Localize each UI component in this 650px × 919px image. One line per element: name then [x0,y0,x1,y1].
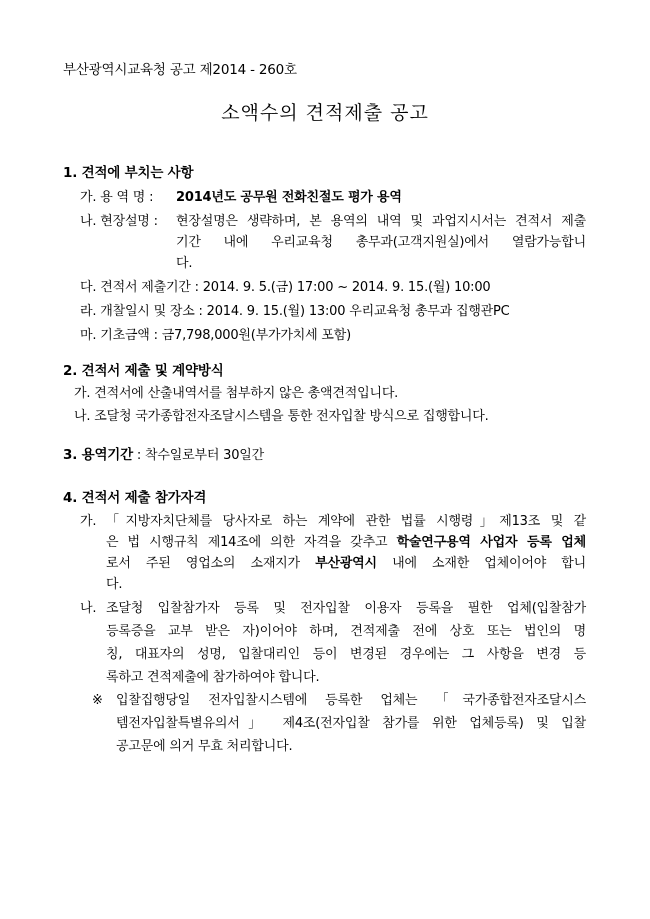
item-2-ga: 가. 견적서에 산출내역서를 첨부하지 않은 총액견적입니다. [74,386,399,401]
section-2-heading: 2. 견적서 제출 및 계약방식 [63,363,224,379]
item-4-ga-line-3 [106,555,586,573]
note-line-2: 템전자입찰특별유의서」 제4조(전자입찰 참가를 위한 업체등록) 및 입찰 [116,716,586,731]
item-1-ma: 마. 기초금액 : 금7,798,000원(부가가치세 포함) [80,328,351,343]
item-4-ga-line-2 [106,534,586,552]
item-1-na-line-3: 다. [176,256,193,271]
item-4-ga-line-2-text: 은 법 시행규칙 제14조에 의한 자격을 갖추고 [106,535,397,550]
item-4-ga-line-4: 다. [106,577,123,592]
item-4-ga-line-3-bold: 부산광역시 [315,556,377,571]
item-1-na-line-2: 기간 내에 우리교육청 총무과(고객지원실)에서 열람가능합니 [176,235,586,250]
item-1-ga-value: 2014년도 공무원 전화친절도 평가 용역 [176,190,402,205]
item-4-ga-line-1: 「지방자치단체를 당사자로 하는 계약에 관한 법률 시행령」제13조 및 같 [106,514,586,529]
item-4-na-line-2: 등록증을 교부 받은 자)이어야 하며, 견적제출 전에 상호 또는 법인의 명 [106,624,586,639]
item-4-na-line-4: 록하고 견적제출에 참가하여야 합니다. [106,670,320,685]
note-line-3: 공고문에 의거 무효 처리합니다. [116,739,293,754]
item-1-ra: 라. 개찰일시 및 장소 : 2014. 9. 15.(월) 13:00 우리교육청 총무과 집행관PC [80,304,510,319]
section-3-value: : 착수일로부터 30일간 [133,448,264,463]
item-4-ga-line-2-bold: 학술연구용역 사업자 등록 업체 [396,535,586,550]
item-4-na-marker: 나. [80,601,97,616]
item-4-ga-line-3-post: 내에 소재한 업체이어야 합니 [376,556,587,571]
section-3-line [63,446,264,465]
item-4-na-line-1: 조달청 입찰참가자 등록 및 전자입찰 이용자 등록을 필한 업체(입찰참가 [106,601,586,616]
item-4-ga-marker: 가. [80,514,97,529]
item-1-na-label: 나. 현장설명 : [80,214,158,229]
item-1-na-line-1: 현장설명은 생략하며, 본 용역의 내역 및 과업지시서는 견적서 제출 [176,214,586,229]
item-1-da: 다. 견적서 제출기간 : 2014. 9. 5.(금) 17:00 ~ 2014. 9. 15.(월) 10:00 [80,280,491,295]
item-1-ga-label: 가. 용 역 명 : [80,190,154,205]
section-4-heading: 4. 견적서 제출 참가자격 [63,490,207,506]
page-title: 소액수의 견적제출 공고 [221,102,429,124]
notice-number: 부산광역시교육청 공고 제2014 - 260호 [63,62,297,78]
section-1-heading: 1. 견적에 부치는 사항 [63,165,194,181]
item-2-na: 나. 조달청 국가종합전자조달시스템을 통한 전자입찰 방식으로 집행합니다. [74,409,489,424]
section-3-heading: 3. 용역기간 [63,447,133,463]
item-4-na-line-3: 칭, 대표자의 성명, 입찰대리인 등이 변경된 경우에는 그 사항을 변경 등 [106,647,586,662]
item-4-ga-line-3-text: 로서 주된 영업소의 소재지가 [106,556,316,571]
note-line-1: 입찰집행당일 전자입찰시스템에 등록한 업체는 「국가종합전자조달시스 [116,693,586,708]
note-marker: ※ [92,693,103,708]
